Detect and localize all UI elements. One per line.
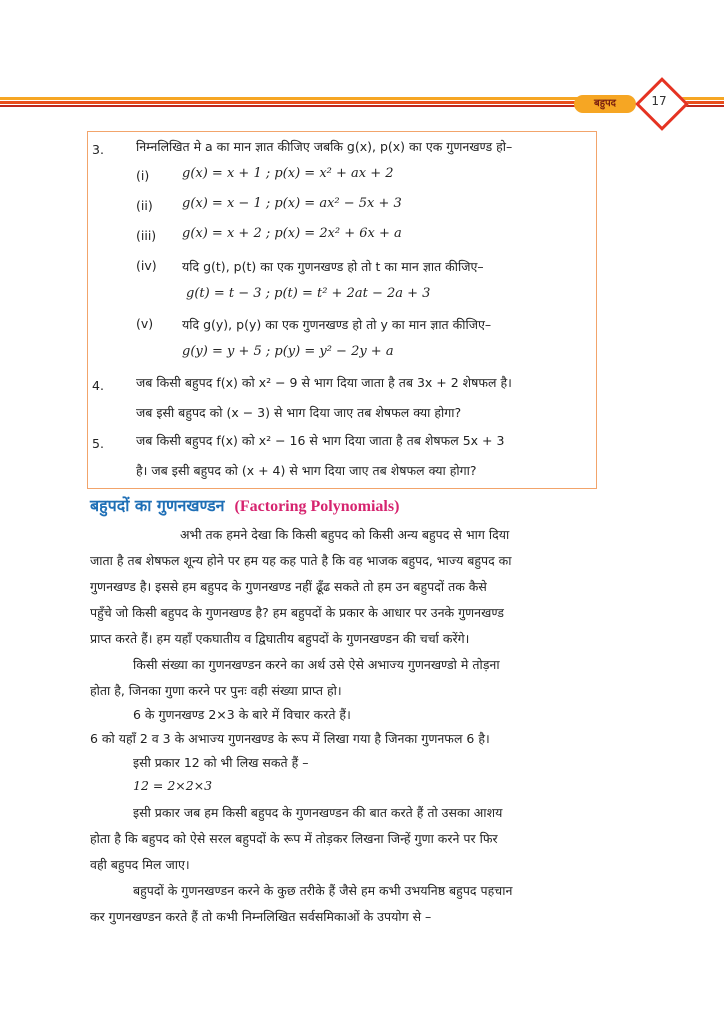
body-line: इसी प्रकार 12 को भी लिख सकते हैं – bbox=[133, 755, 309, 770]
body-line: कर गुणनखण्डन करते हैं तो कभी निम्नलिखित सर्वसमिकाओं के उपयोग से – bbox=[90, 909, 432, 924]
question-text: जब किसी बहुपद f(x) को x² − 16 से भाग दिया जाता है तब शेषफल 5x + 3 bbox=[136, 433, 505, 448]
question-number: 4. bbox=[92, 378, 104, 393]
question-text: जब इसी बहुपद को (x − 3) से भाग दिया जाए तब शेषफल क्या होगा? bbox=[136, 405, 462, 420]
body-line: गुणनखण्ड है। इससे हम बहुपद के गुणनखण्ड नहीं ढूँढ सकते तो हम उन बहुपदों तक कैसे bbox=[90, 579, 487, 594]
section-title-hindi: बहुपदों का गुणनखण्डन bbox=[90, 496, 225, 515]
item-label: (iii) bbox=[136, 228, 157, 243]
item-text: यदि g(y), p(y) का एक गुणनखण्ड हो तो y का मान ज्ञात कीजिए– bbox=[182, 317, 492, 332]
item-equation: g(t) = t − 3 ; p(t) = t² + 2at − 2a + 3 bbox=[186, 286, 431, 301]
section-title-english: (Factoring Polynomials) bbox=[234, 498, 400, 515]
item-label: (iv) bbox=[136, 258, 157, 273]
item-label: (ii) bbox=[136, 198, 153, 213]
question-text: है। जब इसी बहुपद को (x + 4) से भाग दिया जाए तब शेषफल क्या होगा? bbox=[136, 463, 477, 478]
header-stripe-left bbox=[0, 97, 580, 107]
body-line: इसी प्रकार जब हम किसी बहुपद के गुणनखण्डन की बात करते हैं तो उसका आशय bbox=[133, 805, 503, 820]
question-text: निम्नलिखित मे a का मान ज्ञात कीजिए जबकि g(x), p(x) का एक गुणनखण्ड हो– bbox=[136, 139, 513, 154]
equation-line: 12 = 2×2×3 bbox=[133, 778, 213, 793]
question-number: 3. bbox=[92, 142, 104, 157]
body-line: वही बहुपद मिल जाए। bbox=[90, 857, 190, 872]
body-line: 6 को यहाँ 2 व 3 के अभाज्य गुणनखण्ड के रूप में लिखा गया है जिनका गुणनफल 6 है। bbox=[90, 731, 490, 746]
question-text: जब किसी बहुपद f(x) को x² − 9 से भाग दिया जाता है तब 3x + 2 शेषफल है। bbox=[136, 375, 512, 390]
item-text: यदि g(t), p(t) का एक गुणनखण्ड हो तो t का मान ज्ञात कीजिए– bbox=[182, 259, 484, 274]
page-number-badge bbox=[636, 78, 682, 124]
body-line: होता है कि बहुपद को ऐसे सरल बहुपदों के रूप में तोड़कर लिखना जिन्हें गुणा करने पर फिर bbox=[90, 831, 498, 846]
item-label: (v) bbox=[136, 316, 154, 331]
body-line: प्राप्त करते हैं। हम यहाँ एकघातीय व द्विघातीय बहुपदों के गुणनखण्डन की चर्चा करेंगे। bbox=[90, 631, 470, 646]
body-line: अभी तक हमने देखा कि किसी बहुपद को किसी अन्य बहुपद से भाग दिया bbox=[180, 527, 510, 542]
header-stripe-right bbox=[682, 97, 724, 107]
item-equation: g(x) = x + 2 ; p(x) = 2x² + 6x + a bbox=[182, 226, 402, 241]
body-line: जाता है तब शेषफल शून्य होने पर हम यह कह पाते है कि वह भाजक बहुपद, भाज्य बहुपद का bbox=[90, 553, 512, 568]
page-number: 17 bbox=[651, 94, 667, 108]
question-number: 5. bbox=[92, 436, 104, 451]
section-heading bbox=[90, 494, 399, 516]
body-line: 6 के गुणनखण्ड 2×3 के बारे में विचार करते हैं। bbox=[133, 707, 351, 722]
item-equation: g(x) = x − 1 ; p(x) = ax² − 5x + 3 bbox=[182, 196, 402, 211]
item-label: (i) bbox=[136, 168, 150, 183]
item-equation: g(x) = x + 1 ; p(x) = x² + ax + 2 bbox=[182, 166, 394, 181]
body-line: पहुँचे जो किसी बहुपद के गुणनखण्ड है? हम बहुपदों के प्रकार के आधार पर उनके गुणनखण्ड bbox=[90, 605, 504, 620]
body-line: बहुपदों के गुणनखण्डन करने के कुछ तरीके हैं जैसे हम कभी उभयनिष्ठ बहुपद पहचान bbox=[133, 883, 513, 898]
body-line: होता है, जिनका गुणा करने पर पुनः वही संख्या प्राप्त हो। bbox=[90, 683, 342, 698]
chapter-label: बहुपद bbox=[574, 95, 636, 113]
body-line: किसी संख्या का गुणनखण्डन करने का अर्थ उसे ऐसे अभाज्य गुणनखण्डो मे तोड़ना bbox=[133, 657, 500, 672]
item-equation: g(y) = y + 5 ; p(y) = y² − 2y + a bbox=[182, 344, 394, 359]
